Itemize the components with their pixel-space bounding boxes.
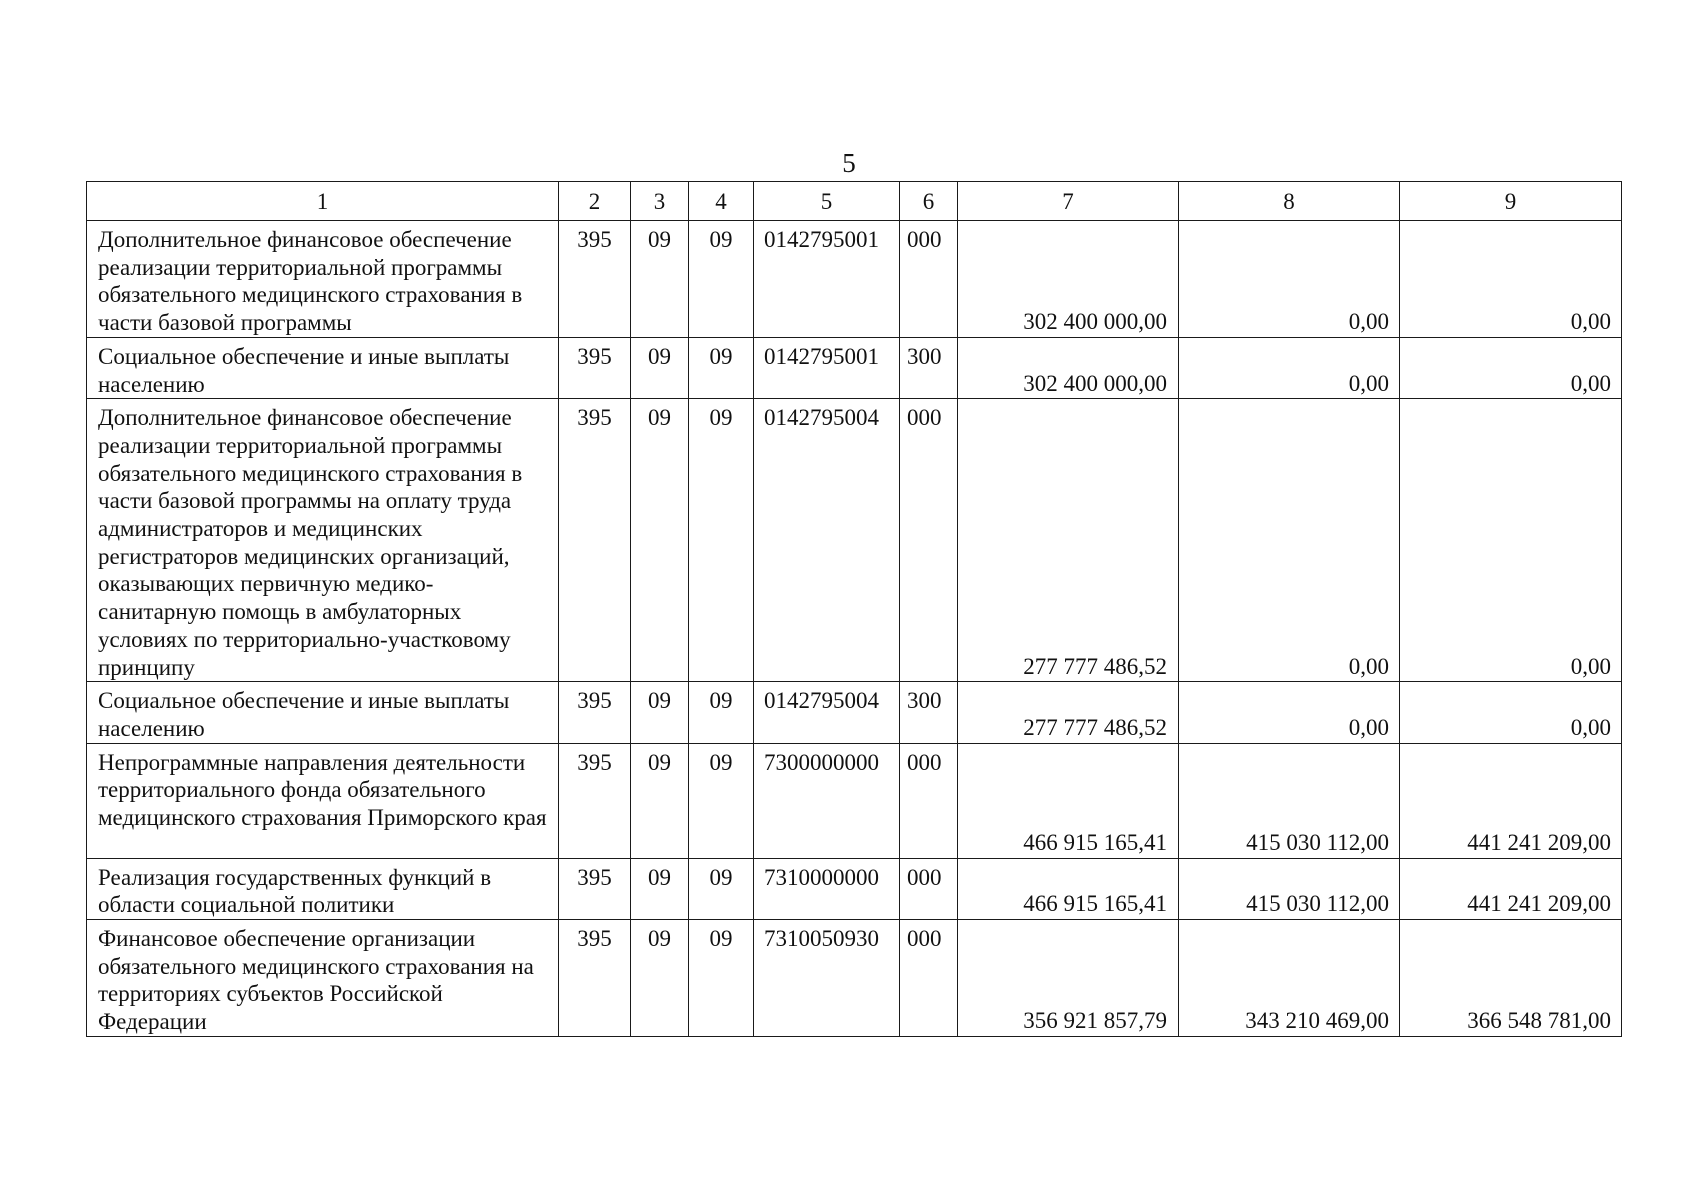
amount-cell: 366 548 781,00	[1400, 920, 1622, 1037]
table-row	[87, 858, 1622, 919]
code-cell: 09	[689, 920, 754, 1037]
code-cell: 395	[559, 221, 631, 338]
header-cell: 4	[689, 182, 754, 221]
code-cell: 395	[559, 858, 631, 919]
amount-cell: 0,00	[1400, 221, 1622, 338]
code-cell: 09	[631, 920, 689, 1037]
header-cell: 8	[1179, 182, 1400, 221]
code-cell: 395	[559, 682, 631, 743]
page-number: 5	[842, 148, 856, 178]
code-cell: 395	[559, 337, 631, 398]
amount-cell: 466 915 165,41	[958, 858, 1179, 919]
table-row	[87, 920, 1622, 1037]
header-cell: 5	[754, 182, 900, 221]
code-cell: 09	[689, 858, 754, 919]
table-row	[87, 399, 1622, 682]
code-cell: 000	[900, 920, 958, 1037]
amount-cell: 277 777 486,52	[958, 682, 1179, 743]
code-cell: 09	[689, 337, 754, 398]
amount-cell: 356 921 857,79	[958, 920, 1179, 1037]
amount-cell: 277 777 486,52	[958, 399, 1179, 682]
amount-cell: 0,00	[1400, 682, 1622, 743]
row-name-cell: Социальное обеспечение и иные выплаты населению	[87, 337, 559, 398]
code-cell: 395	[559, 920, 631, 1037]
table-row	[87, 221, 1622, 338]
amount-cell: 343 210 469,00	[1179, 920, 1400, 1037]
code-cell: 09	[631, 221, 689, 338]
amount-cell: 302 400 000,00	[958, 221, 1179, 338]
header-row	[87, 182, 1622, 221]
code-cell: 000	[900, 399, 958, 682]
header-cell: 2	[559, 182, 631, 221]
amount-cell: 0,00	[1179, 221, 1400, 338]
amount-cell: 0,00	[1179, 399, 1400, 682]
header-cell: 9	[1400, 182, 1622, 221]
code-cell: 09	[631, 743, 689, 858]
row-name-cell: Дополнительное финансовое обеспечение реализации территориальной программы обязательного медицинского страхования в части базовой программы на оплату труда администраторов и медицинских регистраторов медицинских организаций, оказывающих первичную медико-санитарную помощь в амбулаторных условиях по территориально-участковому принципу	[87, 399, 559, 682]
code-cell: 0142795004	[754, 682, 900, 743]
code-cell: 0142795001	[754, 337, 900, 398]
header-cell: 7	[958, 182, 1179, 221]
code-cell: 395	[559, 743, 631, 858]
amount-cell: 441 241 209,00	[1400, 743, 1622, 858]
code-cell: 300	[900, 337, 958, 398]
code-cell: 09	[689, 399, 754, 682]
header-cell: 6	[900, 182, 958, 221]
amount-cell: 0,00	[1400, 337, 1622, 398]
code-cell: 395	[559, 399, 631, 682]
code-cell: 000	[900, 743, 958, 858]
code-cell: 000	[900, 858, 958, 919]
code-cell: 09	[631, 858, 689, 919]
budget-table	[86, 181, 1622, 1037]
amount-cell: 0,00	[1179, 337, 1400, 398]
header-cell: 1	[87, 182, 559, 221]
code-cell: 7310000000	[754, 858, 900, 919]
code-cell: 7310050930	[754, 920, 900, 1037]
amount-cell: 415 030 112,00	[1179, 858, 1400, 919]
amount-cell: 0,00	[1400, 399, 1622, 682]
code-cell: 09	[689, 682, 754, 743]
row-name-cell: Непрограммные направления деятельности территориального фонда обязательного медицинского страхования Приморского края	[87, 743, 559, 858]
table-row	[87, 743, 1622, 858]
code-cell: 09	[689, 221, 754, 338]
row-name-cell: Социальное обеспечение и иные выплаты населению	[87, 682, 559, 743]
amount-cell: 441 241 209,00	[1400, 858, 1622, 919]
code-cell: 300	[900, 682, 958, 743]
amount-cell: 302 400 000,00	[958, 337, 1179, 398]
row-name-cell: Дополнительное финансовое обеспечение реализации территориальной программы обязательного медицинского страхования в части базовой программы	[87, 221, 559, 338]
code-cell: 0142795001	[754, 221, 900, 338]
code-cell: 09	[689, 743, 754, 858]
code-cell: 7300000000	[754, 743, 900, 858]
amount-cell: 415 030 112,00	[1179, 743, 1400, 858]
header-cell: 3	[631, 182, 689, 221]
amount-cell: 0,00	[1179, 682, 1400, 743]
code-cell: 0142795004	[754, 399, 900, 682]
amount-cell: 466 915 165,41	[958, 743, 1179, 858]
code-cell: 000	[900, 221, 958, 338]
row-name-cell: Финансовое обеспечение организации обязательного медицинского страхования на территориях субъектов Российской Федерации	[87, 920, 559, 1037]
table-row	[87, 337, 1622, 398]
code-cell: 09	[631, 682, 689, 743]
table-row	[87, 682, 1622, 743]
row-name-cell: Реализация государственных функций в области социальной политики	[87, 858, 559, 919]
code-cell: 09	[631, 399, 689, 682]
code-cell: 09	[631, 337, 689, 398]
